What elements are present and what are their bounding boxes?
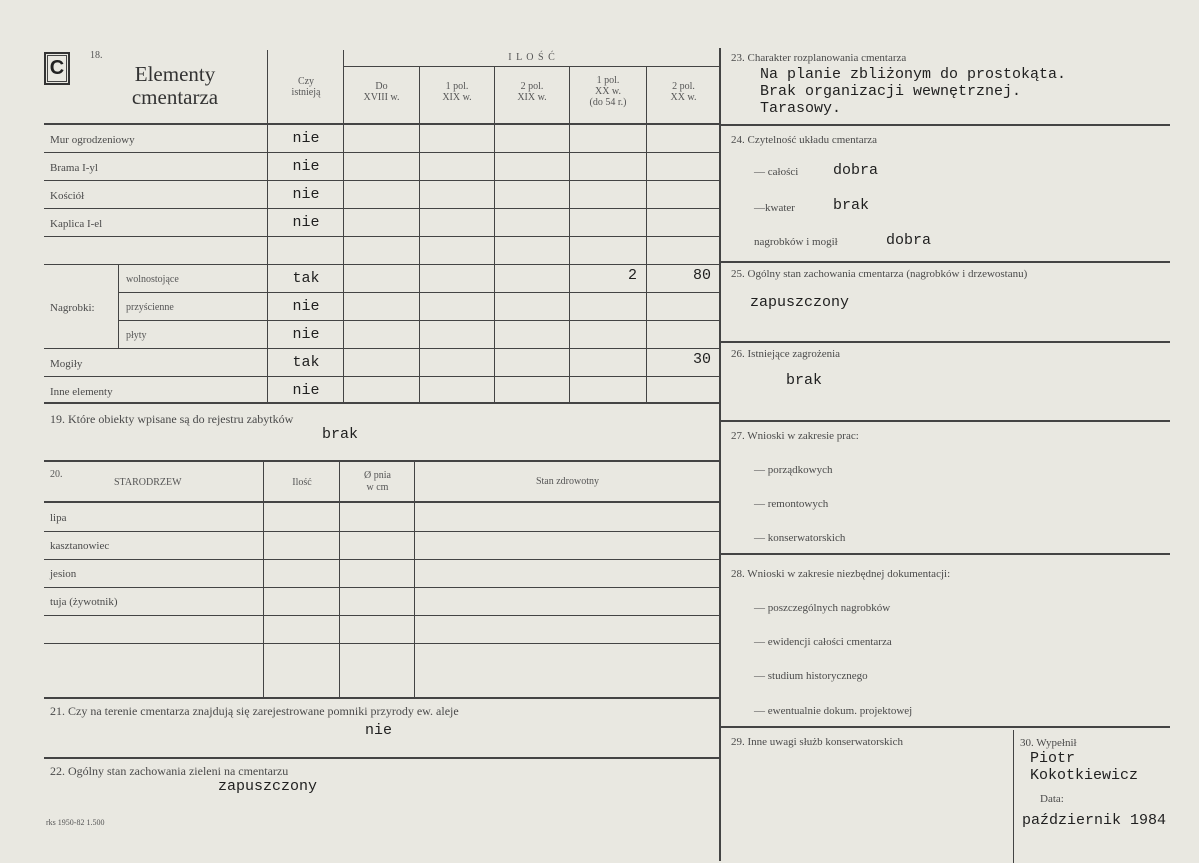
element-exists: tak (292, 270, 320, 287)
row-separator (44, 348, 720, 349)
section-22-value: zapuszczony (218, 778, 318, 795)
card-letter-box (44, 52, 70, 85)
element-exists: nie (292, 130, 320, 147)
s20-col-line-2 (339, 462, 340, 698)
s23-line-3: Tarasowy. (760, 100, 842, 117)
element-name: płyty (126, 330, 147, 341)
element-exists: nie (292, 158, 320, 175)
s27-item-1: — porządkowych (754, 464, 833, 476)
section-23-value (760, 66, 1066, 117)
s27-item-3: — konserwatorskich (754, 532, 846, 544)
element-name: Kaplica I-el (50, 218, 103, 230)
section-19-bottom-line (44, 460, 720, 462)
row-separator (118, 320, 720, 321)
quantity-header-line (343, 66, 720, 67)
period-header-3 (495, 81, 569, 103)
section-18-bottom-line (44, 402, 720, 404)
tree-name: lipa (50, 512, 67, 524)
element-name: Mogiły (50, 358, 83, 370)
form-code: rks 1950-82 1.500 (46, 818, 105, 827)
row-separator (44, 376, 720, 377)
section-21-label: 21. Czy na terenie cmentarza znajdują się zarejestrowane pomniki przyrody ew. aleje (50, 704, 459, 718)
element-exists: nie (292, 382, 320, 399)
section-29-label: 29. Inne uwagi służb konserwatorskich (731, 736, 903, 748)
element-quantity: 2 (627, 267, 637, 284)
tree-row-separator (44, 615, 720, 616)
tree-row-separator (44, 559, 720, 560)
filler-first-name: Piotr (1030, 750, 1076, 767)
diam-header-line-1: Ø pnia (364, 470, 391, 481)
section-26-bottom-line (720, 420, 1170, 422)
exists-header-line-1: Czy (297, 76, 315, 87)
section-25-bottom-line (720, 341, 1170, 343)
row-separator (118, 292, 720, 293)
element-name: Kościół (50, 190, 85, 202)
s20-col-line-1 (263, 462, 264, 698)
tree-name: jesion (50, 568, 77, 580)
section-27-bottom-line (720, 553, 1170, 555)
section-20-bottom-line (44, 697, 720, 699)
nagrobki-label: Nagrobki: (50, 302, 95, 314)
section-20-number: 20. (50, 469, 63, 480)
element-quantity: 80 (692, 267, 711, 284)
title-line-1: Elementy (134, 62, 216, 86)
s24-graves-value: dobra (886, 232, 932, 249)
header-bottom-line (44, 123, 720, 125)
quantity-header: I L O Ś Ć (508, 52, 556, 63)
tree-row-separator (44, 643, 720, 644)
section-21-value: nie (365, 722, 393, 739)
s28-item-4: — ewentualnie dokum. projektowej (754, 705, 913, 717)
section-26-label: 26. Istniejące zagrożenia (731, 348, 841, 360)
element-name: Brama I-yl (50, 162, 98, 174)
section-20-title: STARODRZEW (114, 477, 182, 488)
period-header-line: XVIII w. (363, 92, 400, 103)
date-label: Data: (1040, 793, 1064, 805)
element-exists: nie (292, 214, 320, 231)
date-value: październik 1984 (1022, 812, 1167, 829)
row-separator (44, 208, 720, 209)
title-line-2: cmentarza (131, 85, 219, 109)
section-27-label: 27. Wnioski w zakresie prac: (731, 430, 859, 442)
period-header-line: XIX w. (442, 92, 472, 103)
s20-header-line (44, 501, 720, 503)
tree-row-separator (44, 587, 720, 588)
element-name: przyścienne (126, 302, 174, 313)
element-name: Mur ogrodzeniowy (50, 134, 135, 146)
element-exists: nie (292, 298, 320, 315)
section-25-value: zapuszczony (750, 294, 850, 311)
col-line-3 (494, 66, 495, 404)
row-separator (44, 180, 720, 181)
card-letter: C (49, 57, 65, 79)
section-18-title (100, 63, 250, 109)
element-exists: nie (292, 186, 320, 203)
s28-item-2: — ewidencji całości cmentarza (754, 636, 892, 648)
section-23-label: 23. Charakter rozplanowania cmentarza (731, 52, 907, 64)
period-header-5 (647, 81, 720, 103)
period-header-line: 2 pol. (520, 81, 544, 92)
period-header-line: 2 pol. (672, 81, 695, 92)
nagrobki-group-line (118, 264, 119, 348)
element-name: Inne elementy (50, 386, 113, 398)
period-header-line: XX w. (670, 92, 697, 103)
section-28-bottom-line (720, 726, 1170, 728)
s24-quarters-value: brak (833, 197, 870, 214)
center-divider (719, 48, 721, 861)
row-separator (44, 236, 720, 237)
exists-header-line-2: istnieją (291, 87, 321, 98)
filler-last-name: Kokotkiewicz (1030, 767, 1139, 784)
s27-item-2: — remontowych (754, 498, 829, 510)
section-19-label: 19. Które obiekty wpisane są do rejestru zabytków (50, 412, 294, 426)
period-header-line: XX w. (594, 86, 621, 97)
section-22-label: 22. Ogólny stan zachowania zieleni na cmentarzu (50, 764, 289, 778)
element-exists: tak (292, 354, 320, 371)
tree-name: kasztanowiec (50, 540, 110, 552)
section-23-bottom-line (720, 124, 1170, 126)
period-header-line: XIX w. (517, 92, 547, 103)
element-quantity: 30 (692, 351, 711, 368)
section-24-bottom-line (720, 261, 1170, 263)
tree-row-separator (44, 531, 720, 532)
section-28-label: 28. Wnioski w zakresie niezbędnej dokumentacji: (731, 568, 951, 580)
exists-column-header (268, 76, 344, 98)
col-line-4 (569, 66, 570, 404)
section-20-diam-header (340, 470, 415, 494)
s28-item-3: — studium historycznego (754, 670, 868, 682)
section-18-number: 18. (90, 50, 103, 61)
row-separator (44, 264, 720, 265)
col-line-2 (419, 66, 420, 404)
s20-col-line-3 (414, 462, 415, 698)
s23-line-2: Brak organizacji wewnętrznej. (760, 83, 1022, 100)
period-header-line: 1 pol. (445, 81, 469, 92)
period-header-4 (570, 75, 646, 108)
tree-name: tuja (żywotnik) (50, 596, 118, 608)
period-header-2 (420, 81, 494, 103)
section-20-qty-header: Ilość (292, 477, 312, 488)
period-header-line: 1 pol. (596, 75, 620, 86)
period-header-line: (do 54 r.) (589, 97, 627, 108)
s23-line-1: Na planie zbliżonym do prostokąta. (760, 66, 1067, 83)
element-name: wolnostojące (126, 274, 179, 285)
section-20-health-header: Stan zdrowotny (535, 476, 600, 487)
s28-item-1: — poszczególnych nagrobków (754, 602, 891, 614)
section-26-value: brak (786, 372, 823, 389)
section-19-value: brak (322, 426, 359, 443)
section-30-name (1030, 750, 1138, 784)
period-header-line: Do (375, 81, 388, 92)
section-30-label: 30. Wypełnił (1020, 737, 1077, 749)
s24-whole-label: — całości (754, 166, 799, 178)
section-25-label: 25. Ogólny stan zachowania cmentarza (nagrobków i drzewostanu) (731, 268, 1028, 280)
section-21-bottom-line (44, 757, 720, 759)
period-header-1 (344, 81, 419, 103)
s24-whole-value: dobra (833, 162, 879, 179)
s24-graves-label: nagrobków i mogił (754, 236, 838, 248)
section-24-label: 24. Czytelność układu cmentarza (731, 134, 878, 146)
diam-header-line-2: w cm (366, 482, 389, 493)
row-separator (44, 152, 720, 153)
element-exists: nie (292, 326, 320, 343)
section-30-divider (1013, 730, 1014, 863)
s24-quarters-label: —kwater (754, 202, 795, 214)
